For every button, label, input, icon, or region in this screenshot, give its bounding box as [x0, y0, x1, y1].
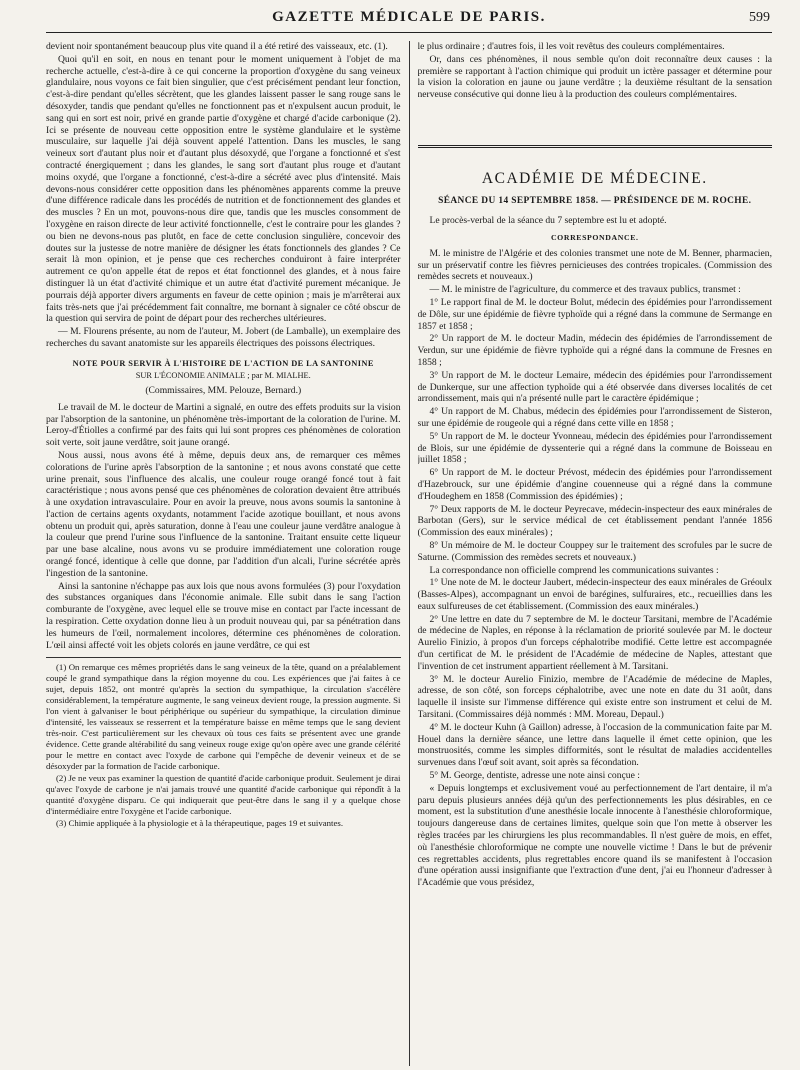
- page-header: [46, 6, 772, 33]
- list-item: 4° Un rapport de M. Chabus, médecin des épidémies pour l'arrondissement de Sisteron, sur une épidémie de rougeole qui a régné dans cette ville en 1858 ;: [417, 406, 772, 429]
- section-rule: [418, 145, 773, 148]
- text-paragraph: Ainsi la santonine n'échappe pas aux lois que nous avons formulées (3) pour l'oxydation des substances organiques dans l'économie animale. Elle subit dans le sang l'action comburante de l'oxygène, avec lequel elle se trouve mise en contact par l'acte incessant de la respiration. Cette oxydation donne lieu à un produit nouveau qui, par sa pénétration dans les humeurs de l'œil, normalement incolores, détermine ces phénomènes de coloration. L'œil ainsi affecté voit les objets colorés en jaune verdâtre, ce qui est: [46, 580, 401, 651]
- list-item: 8° Un mémoire de M. le docteur Couppey sur le traitement des scrofules par le sucre de Saturne. (Commission des remèdes secrets et nouveaux.): [417, 539, 772, 563]
- list-item: 2° Un rapport de M. le docteur Madin, médecin des épidémies de l'arrondissement de Verdun, sur une épidémie de fièvre typhoïde qui a régné dans la commune de Fresnes en 1858 ;: [417, 333, 772, 368]
- text-paragraph: M. le ministre de l'Algérie et des colonies transmet une note de M. Benner, pharmacien, sur un préservatif contre les fièvres pernicieuses des contrées tropicales. (Commission des remèdes secrets et nouveaux.): [417, 247, 772, 283]
- text-paragraph: devient noir spontanément beaucoup plus vite quand il a été retiré des vaisseaux, etc. (1).: [46, 41, 388, 52]
- list-item: 5° M. George, dentiste, adresse une note ainsi conçue :: [429, 770, 640, 782]
- note-title: NOTE POUR SERVIR À L'HISTOIRE DE L'ACTION DE LA SANTONINE: [72, 358, 374, 368]
- footnote: (3) Chimie appliquée à la physiologie et à la thérapeutique, pages 19 et suivantes.: [56, 818, 344, 829]
- list-item: 5° Un rapport de M. le docteur Yvonneau, médecin des épidémies pour l'arrondissement de Blois, sur une épidémie de dyssenterie qui a régné dans la commune de Boisseau en juillet 1858 ;: [417, 430, 772, 466]
- section-heading: ACADÉMIE DE MÉDECINE.: [481, 169, 708, 187]
- list-item: 7° Deux rapports de M. le docteur Peyrecave, médecin-inspecteur des eaux minérales de Barbotan (Gers), sur le service médical de cet établissement pendant l'année 1856 (Commission des eaux minérales) ;: [417, 503, 772, 539]
- note-subtitle: SUR L'ÉCONOMIE ANIMALE ; par M. MIALHE.: [135, 370, 311, 380]
- list-item: 1° Une note de M. le docteur Jaubert, médecin-inspecteur des eaux minérales de Gréoulx (Basses-Alpes), accompagnant un envoi de barégines, sulfuraires, etc., recueillies dans les eaux sulfureuses de cet établissement. (Commission des eaux minérales.): [417, 577, 772, 612]
- list-item: 4° M. le docteur Kuhn (à Gaillon) adresse, à l'occasion de la communication faite par M. Houel dans la dernière séance, une lettre dans laquelle il émet cette opinion, que les monstruosités, comme les simples difformités, sont le résultat de maladies accidentelles survenues dans l'œuf soit avant, soit après sa fécondation.: [417, 721, 772, 769]
- journal-title: GAZETTE MÉDICALE DE PARIS.: [272, 9, 546, 25]
- left-column: [46, 41, 401, 1066]
- text-paragraph: le plus ordinaire ; d'autres fois, il les voit revêtus des couleurs complémentaires.: [417, 41, 725, 52]
- text-paragraph: Quoi qu'il en soit, en nous en tenant pour le moment uniquement à l'objet de ma recherche actuelle, c'est-à-dire à ce qui concerne la proportion d'oxygène du sang veineux glandulaire, nous voyons ce fait bien singulier, que c'est précisément pendant leur fonction, c'est-à-dire pendant qu'elles sécrètent, que les glandes laissent passer le sang rouge sans le désoxyder, tandis que pendant qu'elles ne fonctionnent pas et n'expulsent aucun produit, le sang qui en sort est noir, privé en grande partie d'oxygène et chargé d'acide carbonique (2). Ici se présente de nouveau cette opposition entre le système glandulaire et le système musculaire, sur laquelle j'ai déjà souvent appelé l'attention. Dans les muscles, le sang veineux sort d'autant plus noir et d'autant plus désoxydé, que l'organe a fonctionné et s'est contracté énergiquement ; dans les glandes, le sang sort d'autant plus rouge et d'autant moins oxydé, que l'organe a fonctionné, c'est-à-dire a sécrété avec plus d'intensité. Mais devons-nous considérer cette opposition dans les phénomènes apparents comme la preuve d'une différence radicale dans les procédés de nutrition et de fonctionnement des glandes et des muscles ? En un mot, pouvons-nous dire que, tandis que les muscles consomment de l'oxygène en raison directe de leur activité fonctionnelle, c'est le contraire pour les glandes ? ou bien ne devons-nous pas plutôt, en face de cette conclusion singulière, concevoir des doutes sur la justesse de notre manière de désigner les états fonctionnels des glandes ? Ce serait là mon opinion, et je pense que ces recherches conduiront à faire interpréter autrement ce qu'on appelle état de repos et état fonctionnel des glandes, et à nous faire distinguer là un état d'activité chimique et un autre état d'activité purement mécanique. Je pourrais déjà apporter divers arguments en faveur de cette opinion ; mais je m'arrêterai aux faits très-nets que j'ai précédemment fait connaître, me bornant à signaler ce côté obscur de la question qui servira de point de départ pour des recherches ultérieures.: [46, 53, 401, 325]
- list-item: 6° Un rapport de M. le docteur Prévost, médecin des épidémies pour l'arrondissement d'Hazebrouck, sur une épidémie d'angine couenneuse qui a régné dans la commune d'Houdeghem en 1858 (Commission des épidémies) ;: [417, 467, 772, 502]
- list-item: 3° Un rapport de M. le docteur Lemaire, médecin des épidémies pour l'arrondissement de Dunkerque, sur une affection typhoïde qui a été observée dans diverses localités de cet arrondissement, mais qui n'a présenté nulle part le caractère épidémique ;: [417, 369, 772, 405]
- page-number: 599: [749, 10, 770, 25]
- proces-verbal: Le procès-verbal de la séance du 7 septembre est lu et adopté.: [429, 214, 667, 226]
- text-paragraph: La correspondance non officielle comprend les communications suivantes :: [429, 564, 719, 576]
- text-paragraph: Le travail de M. le docteur de Martini a signalé, en outre des effets produits sur la vision par l'absorption de la santonine, un phénomène très-important de la coloration de l'urine. M. Leroy-d'Étiolles a confirmé par des faits qui lui sont propres ces phénomènes de coloration soit verte, soit jaune verdâtre, soit jaune orangé.: [46, 401, 401, 449]
- list-item: 2° Une lettre en date du 7 septembre de M. le docteur Tarsitani, membre de l'Académie de médecine de Naples, en réponse à la réclamation de priorité soulevée par M. le docteur Aurelio Finizio, à propos d'un forceps céphalotribe modifié. Cette lettre est accompagnée d'un certificat de M. le président de l'Académie de médecine de Naples, attestant que l'invention de cet instrument appartient réellement à M. Tarsitani.: [417, 613, 772, 672]
- footnote: (2) Je ne veux pas examiner la question de quantité d'acide carbonique produit. Seulement je dirai qu'avec l'oxyde de carbone je n'ai jamais trouvé une quantité d'acide carbonique qui répondît à la quantité d'oxygène disparu. Ce qui indiquerait que peut-être dans le sang il y a quelque chose d'intermédiaire entre l'oxygène et l'acide carbonique.: [46, 773, 401, 817]
- correspondance-heading: CORRESPONDANCE.: [550, 232, 639, 242]
- text-paragraph: Or, dans ces phénomènes, il nous semble qu'on doit reconnaître deux causes : la première se rapportant à l'action chimique qui produit un ictère passager et détermine pour la vision la coloration en jaune ou jaune verdâtre ; la deuxième résultant de la sensation nerveuse consécutive qui donne lieu à la production des couleurs complémentaires.: [417, 53, 772, 101]
- text-paragraph: Nous aussi, nous avons été à même, depuis deux ans, de remarquer ces mêmes colorations de l'urine après l'absorption de la santonine ; et nous avons constaté que cette urine prenait, sous l'influence des alcalis, une couleur rouge orangé foncé tout à fait caractéristique ; nous avons pensé que ces phénomènes de coloration devaient être attribués à une oxydation intravasculaire. Pour en avoir la preuve, nous avons soumis la santonine à l'action de certains agents oxydants, notamment l'acide azotique bouillant, et nous avons obtenu un produit qui, après saturation, donne à l'eau une couleur jaune verdâtre analogue à la couleur que prend l'urine sous l'influence de la santonine. Traitant ensuite cette liqueur par une base alcaline, nous avons vu se produire immédiatement une coloration rouge orangé foncé, identique à celle que donne, par l'addition d'un alcali, l'urine sécrétée après l'ingestion de la santonine.: [46, 449, 401, 579]
- right-column: [418, 41, 773, 1066]
- seance-line: SÉANCE DU 14 SEPTEMBRE 1858. — PRÉSIDENCE DE M. ROCHE.: [438, 195, 752, 206]
- list-item: 1° Le rapport final de M. le docteur Bolut, médecin des épidémies pour l'arrondissement de Dôle, sur une épidémie de fièvre typhoïde qui a régné dans la commune de Sermange en 1857 et 1858 ;: [417, 296, 772, 332]
- list-item: 3° M. le docteur Aurelio Finizio, membre de l'Académie de médecine de Maples, adresse, de son côté, son forceps céphalotribe, avec une note en date du 31 août, dans laquelle il insiste sur l'immense différence qui existe entre son instrument et celui de M. Tarsitani. (Commissaires déjà nommés : MM. Moreau, Depaul.): [417, 673, 772, 721]
- columns: [46, 41, 772, 1066]
- commissaires-line: (Commissaires, MM. Pelouze, Bernard.): [145, 384, 302, 396]
- quoted-text: « Depuis longtemps et exclusivement voué au perfectionnement de l'art dentaire, il m'a paru depuis plusieurs années déjà qu'un des perfectionnements les plus désirables, en ce moment, est la substitution d'une anesthésie locale innocente à l'anesthésie chloroformique, toujours dangereuse dans de certaines limites, quelque soin que l'on mette à observer les règles tracées par les chirurgiens les plus recommandables. Il n'est guère de mois, en effet, où l'anesthésie chloroformique ne compte une nouvelle victime ! Dans le but de prévenir ces regrettables accidents, plus regrettables encore quand ils se manifestent à l'occasion d'une opération aussi insignifiante que l'extraction d'une dent, j'ai eu l'honneur d'adresser à l'Académie que vous présidez,: [417, 782, 772, 889]
- flourens-paragraph: — M. Flourens présente, au nom de l'auteur, M. Jobert (de Lamballe), un exemplaire des recherches du savant anatomiste sur les appareils électriques des poissons électriques.: [46, 326, 401, 349]
- column-divider: [409, 41, 410, 1066]
- footnote-separator: [46, 657, 401, 658]
- footnote: (1) On remarque ces mêmes propriétés dans le sang veineux de la tête, quand on a préalablement coupé le grand sympathique dans la région moyenne du cou. Les expériences que j'ai faites à ce sujet, depuis 1852, ont montré qu'après la section du sympathique, la circulation s'accélère considérablement, la température augmente, le sang veineux devient rouge, la pression augmente. Si l'on vient à galvaniser le bout périphérique ou supérieur du sympathique, la circulation diminue d'intensité, les vaisseaux se resserrent et la température baisse en même temps que le sang devient très-noir. C'est particulièrement sur les chevaux où tous ces faits se présentent avec une grande évidence. Cette grande altérabilité du sang veineux rouge exige qu'on opère avec une grande célérité pour le mettre en contact avec l'oxyde de carbone qui l'empêche de devenir veineux et de se désoxyder par la formation de l'acide carbonique.: [46, 662, 401, 772]
- text-paragraph: — M. le ministre de l'agriculture, du commerce et des travaux publics, transmet :: [429, 284, 741, 296]
